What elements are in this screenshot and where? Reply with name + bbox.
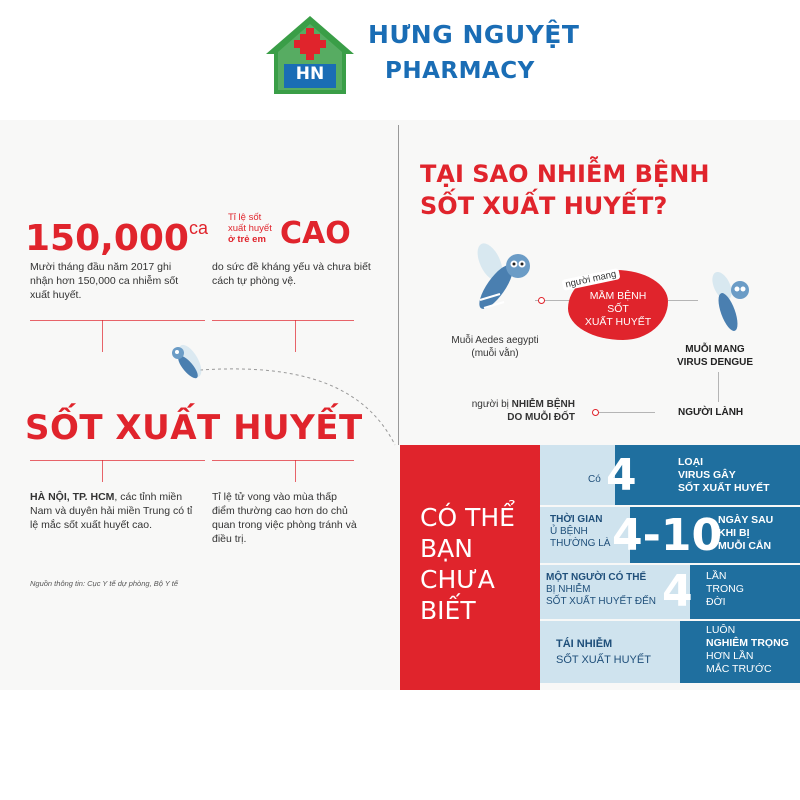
fact-virus-number: 4 xyxy=(606,450,637,501)
mortality-note: Tỉ lệ tử vong vào mùa thấp điểm thường cao hơn do chủ quan trong việc phòng tránh và điều trị. xyxy=(212,491,357,545)
divider-line xyxy=(295,460,296,482)
regional-note: HÀ NỘI, TP. HCM, các tỉnh miền Nam và duyên hải miền Trung có tỉ lệ mắc sốt xuất huyết cao. xyxy=(30,491,193,531)
divider-line xyxy=(212,460,354,461)
fact-incubation-number: 4-10 xyxy=(612,510,723,561)
main-title: SỐT XUẤT HUYẾT xyxy=(25,408,363,448)
aedes-caption: Muỗi Aedes aegypti (muỗi vằn) xyxy=(451,335,539,359)
connector-dot xyxy=(538,297,545,304)
stat-children-big: CAO xyxy=(280,216,351,251)
aedes-mosquito-icon xyxy=(460,242,540,322)
stat-cases xyxy=(25,218,208,259)
brand-name: HƯNG NGUYỆT xyxy=(368,20,580,49)
facts-panel-title: CÓ THỂ BẠN CHƯA BIẾT xyxy=(420,503,515,625)
source-note: Nguồn thông tin: Cục Y tế dự phòng, Bộ Y tế xyxy=(30,579,179,588)
pharmacy-logo-icon xyxy=(262,10,358,98)
healthy-person-label: NGƯỜI LÀNH xyxy=(678,407,744,418)
stat-cases-text: Mười tháng đầu năm 2017 ghi nhận hơn 150,000 ca nhiễm sốt xuất huyết. xyxy=(30,261,179,301)
connector-dot xyxy=(592,409,599,416)
mosquito-icon xyxy=(172,341,206,381)
connector-line xyxy=(718,372,719,402)
stat-cases-unit: ca xyxy=(188,218,208,238)
brand-subtitle: PHARMACY xyxy=(385,58,535,84)
why-title: TẠI SAO NHIỄM BỆNH SỐT XUẤT HUYẾT? xyxy=(420,160,710,220)
divider-line xyxy=(102,460,103,482)
pathogen-text: MẦM BỆNH SỐT XUẤT HUYẾT xyxy=(584,290,652,328)
dengue-carrier-label: MUỖI MANG VIRUS DENGUE xyxy=(676,344,754,368)
infected-person-label: người bị NHIỄM BỆNH DO MUỖI ĐỐT xyxy=(471,399,575,423)
stat-cases-number: 150,000 xyxy=(25,218,189,259)
divider-line xyxy=(30,320,205,321)
divider-line xyxy=(30,460,205,461)
fact-row-bg xyxy=(540,445,615,505)
connector-line xyxy=(668,300,698,301)
stat-children-text: do sức đề kháng yếu và chưa biết cách tự phòng vệ. xyxy=(212,261,371,287)
dengue-mosquito-icon xyxy=(700,270,760,340)
carrier-label: người mang xyxy=(561,268,620,291)
divider-line xyxy=(102,320,103,352)
stat-children-label: Tỉ lệ sốt xuất huyết ở trẻ em xyxy=(228,212,272,245)
divider-line xyxy=(212,320,354,321)
fact-lifetime-number: 4 xyxy=(662,566,693,617)
logo-letters: HN xyxy=(295,64,325,84)
connector-line xyxy=(595,412,655,413)
